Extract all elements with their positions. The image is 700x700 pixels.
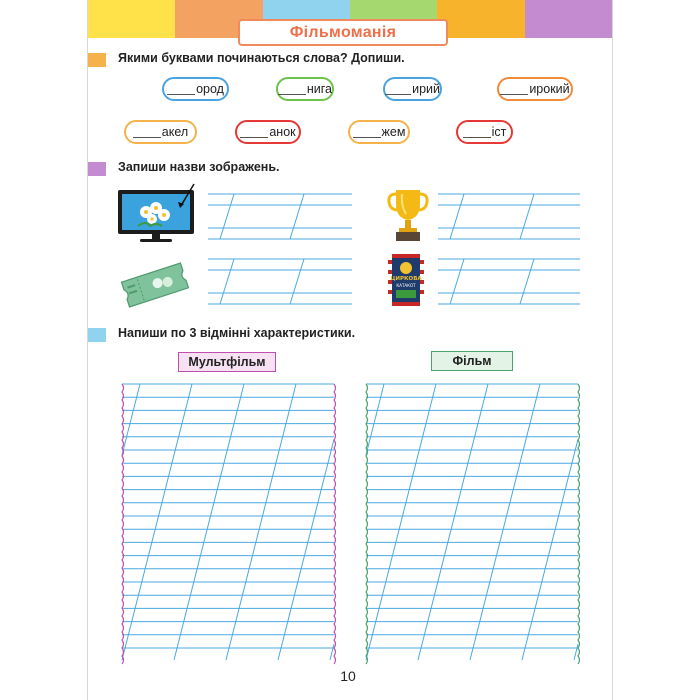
word-suffix: ирий <box>412 82 440 96</box>
word-suffix: нига <box>306 82 332 96</box>
cartoon-label-text: Мультфільм <box>188 355 266 369</box>
slant-line <box>522 439 578 660</box>
slant-line <box>366 384 436 660</box>
popcorn-label-1: ЦИРКОВА <box>390 276 422 282</box>
page-title-text: Фільмоманія <box>289 23 397 41</box>
film-label-text: Фільм <box>452 354 492 368</box>
wavy-border <box>334 384 336 664</box>
slant-line <box>470 384 540 660</box>
word-suffix: ород <box>196 82 224 96</box>
task2-instruction: Запиши назви зображень. <box>118 160 280 174</box>
slant-line <box>122 384 140 455</box>
popcorn-label-2: КАТАКОТ <box>396 283 416 288</box>
task3-instruction: Напиши по 3 відмінні характеристики. <box>118 326 356 340</box>
word-suffix: іст <box>491 125 507 139</box>
slant-line <box>174 384 244 660</box>
slant-line <box>278 439 334 660</box>
page-number: 10 <box>340 668 356 684</box>
task1-instruction: Якими буквами починаються слова? Допиши. <box>118 51 405 65</box>
word-suffix: акел <box>161 125 189 139</box>
wavy-border <box>578 384 580 664</box>
slant-line <box>418 384 488 660</box>
word-suffix: ирокий <box>529 82 570 96</box>
slant-line <box>366 384 384 455</box>
slant-line <box>226 384 296 660</box>
slant-line <box>122 384 192 660</box>
slant-line <box>574 644 578 660</box>
word-suffix: анок <box>269 125 296 139</box>
slant-line <box>330 644 334 660</box>
word-suffix: жем <box>381 125 406 139</box>
